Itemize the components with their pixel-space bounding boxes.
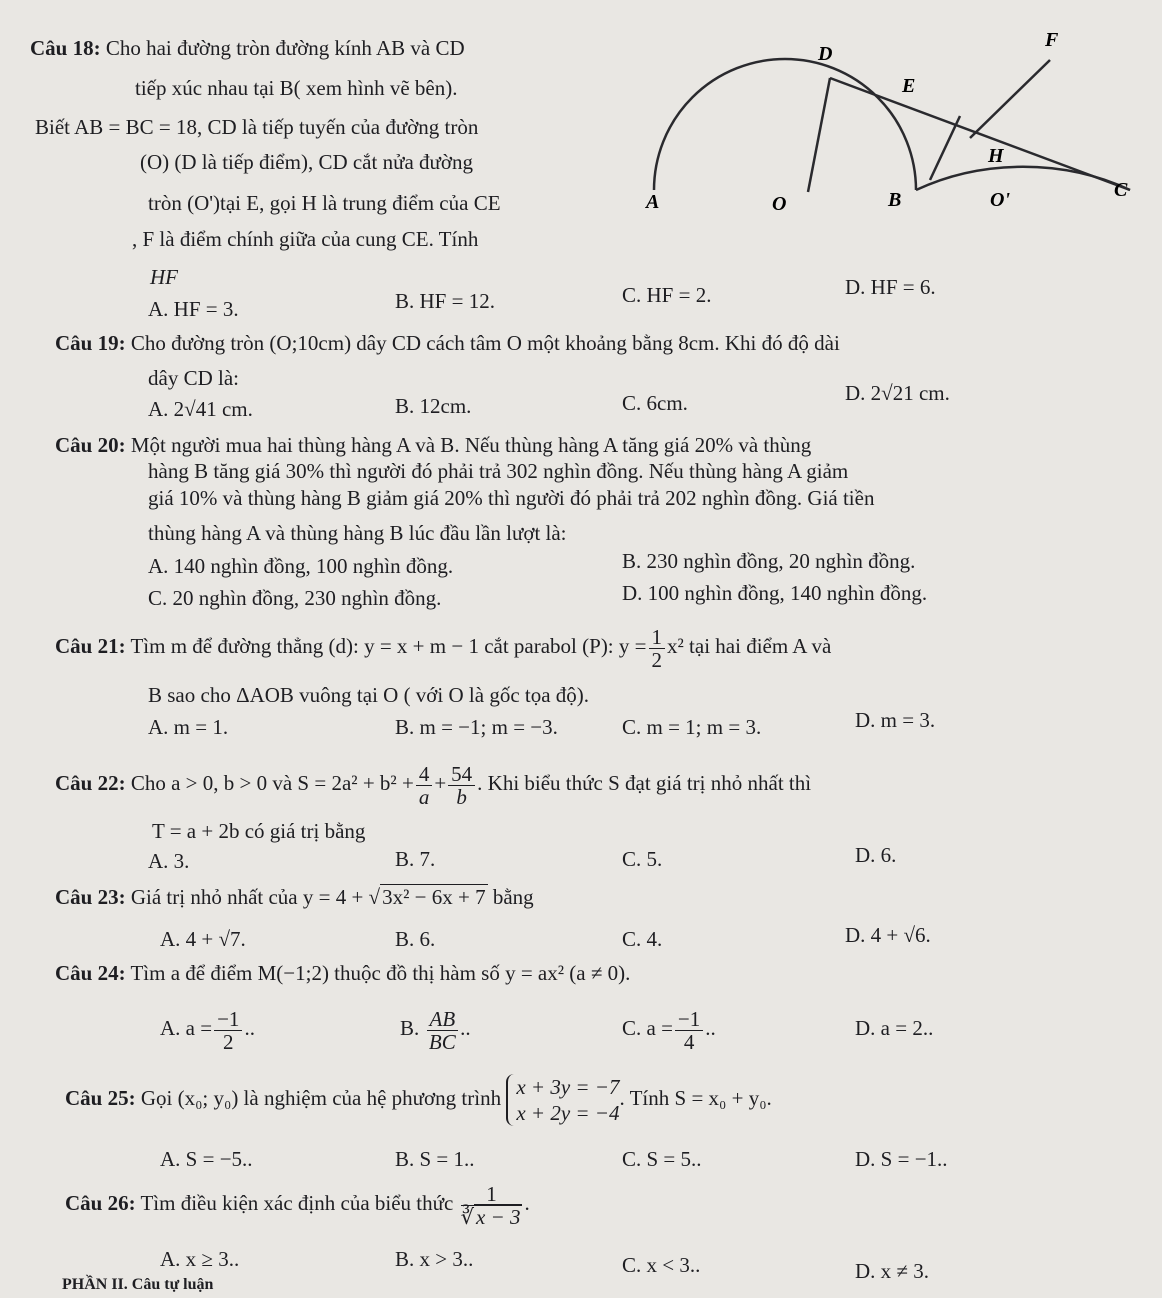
q22-line-2: T = a + 2b có giá trị bằng bbox=[152, 819, 366, 843]
q21-option-a: A. m = 1. bbox=[148, 715, 229, 739]
q26-option-b: B. x > 3.. bbox=[395, 1247, 474, 1271]
q25-option-c: C. S = 5.. bbox=[622, 1147, 702, 1171]
q20-line-4: thùng hàng A và thùng hàng B lúc đầu lần lượt là: bbox=[148, 521, 567, 545]
q26-line: Câu 26: Tìm điều kiện xác định của biểu thức $\frac{1}{∛x - 3}$ . bbox=[65, 1181, 530, 1229]
q18-option-d: D. HF = 6. bbox=[845, 275, 936, 299]
q24-option-b: B. $\frac{AB}{BC}$ .. bbox=[400, 1006, 471, 1054]
q26-label: Câu 26: bbox=[65, 1191, 136, 1215]
q20-option-a: A. 140 nghìn đồng, 100 nghìn đồng. bbox=[148, 554, 454, 578]
q21-option-d: D. m = 3. bbox=[855, 708, 936, 732]
q24-option-c: C. a = $\frac{-1}{4}$ .. bbox=[622, 1006, 716, 1054]
figure-label-o-prime: O' bbox=[990, 189, 1010, 211]
q19-option-a: A. 2√41 cm. bbox=[148, 397, 253, 421]
figure-label-e: E bbox=[902, 75, 916, 97]
figure-label-a: A bbox=[646, 191, 660, 213]
q20-option-c: C. 20 nghìn đồng, 230 nghìn đồng. bbox=[148, 586, 442, 610]
q25-label: Câu 25: bbox=[65, 1086, 136, 1110]
q18-label: Câu 18: bbox=[30, 36, 101, 60]
q21-option-c: C. m = 1; m = 3. bbox=[622, 715, 762, 739]
q26-option-d: D. x ≠ 3. bbox=[855, 1259, 929, 1283]
footer-section-title: PHẦN II. Câu tự luận bbox=[62, 1276, 214, 1293]
q23-option-a: A. 4 + √7. bbox=[160, 927, 246, 951]
q24-option-a: A. a = $\frac{-1}{2}$ .. bbox=[160, 1006, 255, 1054]
q21-option-b: B. m = −1; m = −3. bbox=[395, 715, 558, 739]
q23-option-b: B. 6. bbox=[395, 927, 436, 951]
q18-line-1: Câu 18: Cho hai đường tròn đường kính AB và CD bbox=[30, 36, 465, 60]
q22-option-b: B. 7. bbox=[395, 847, 436, 871]
q20-line-3: giá 10% và thùng hàng B giảm giá 20% thì người đó phải trả 202 nghìn đồng. Giá tiền bbox=[148, 486, 875, 510]
q18-option-b: B. HF = 12. bbox=[395, 289, 495, 313]
q26-fraction: $\frac{1}{∛x - 3}$ bbox=[460, 1181, 521, 1229]
q18-line-5: tròn (O')tại E, gọi H là trung điểm của CE bbox=[148, 191, 501, 215]
q22-fraction-1: $\frac{4}{a}$ bbox=[416, 763, 433, 808]
q22-option-c: C. 5. bbox=[622, 847, 663, 871]
q18-line-3: Biết AB = BC = 18, CD là tiếp tuyến của đường tròn bbox=[35, 115, 479, 139]
q25-line: Câu 25: Gọi (x₀; y₀) là nghiệm của hệ phương trình x + 3y = −7 x + 2y = −4 . Tính S = x₀ + y₀. bbox=[65, 1075, 772, 1126]
q18-line-7: HF bbox=[150, 265, 178, 289]
figure-label-f: F bbox=[1045, 29, 1059, 51]
q18-option-a: A. HF = 3. bbox=[148, 297, 239, 321]
q19-line-2: dây CD là: bbox=[148, 366, 239, 390]
q19-line-1: Câu 19: Cho đường tròn (O;10cm) dây CD cách tâm O một khoảng bằng 8cm. Khi đó độ dài bbox=[55, 331, 840, 355]
q26-option-a: A. x ≥ 3.. bbox=[160, 1247, 240, 1271]
q22-option-d: D. 6. bbox=[855, 843, 897, 867]
q24-option-d: D. a = 2.. bbox=[855, 1016, 934, 1040]
q18-line-2: tiếp xúc nhau tại B( xem hình vẽ bên). bbox=[135, 76, 458, 100]
segment-h bbox=[930, 116, 960, 180]
q19-option-b: B. 12cm. bbox=[395, 394, 472, 418]
q23-radicand: 3x² − 6x + 7 bbox=[382, 885, 486, 909]
q19-label: Câu 19: bbox=[55, 331, 126, 355]
q20-option-d: D. 100 nghìn đồng, 140 nghìn đồng. bbox=[622, 581, 928, 605]
q22-option-a: A. 3. bbox=[148, 849, 190, 873]
segment-od bbox=[808, 78, 830, 192]
q25-option-b: B. S = 1.. bbox=[395, 1147, 475, 1171]
tangent-line-cd bbox=[830, 78, 1130, 190]
q23-option-d: D. 4 + √6. bbox=[845, 923, 931, 947]
q23-option-c: C. 4. bbox=[622, 927, 663, 951]
semicircle-o bbox=[654, 59, 916, 190]
q25-option-a: A. S = −5.. bbox=[160, 1147, 253, 1171]
q24-label: Câu 24: bbox=[55, 961, 126, 985]
q25-equation-system: x + 3y = −7 x + 2y = −4 bbox=[506, 1074, 619, 1126]
q26-option-c: C. x < 3.. bbox=[622, 1253, 701, 1277]
figure-label-o: O bbox=[772, 193, 787, 215]
q18-option-c: C. HF = 2. bbox=[622, 283, 712, 307]
q20-line-2: hàng B tăng giá 30% thì người đó phải trả 302 nghìn đồng. Nếu thùng hàng A giảm bbox=[148, 459, 849, 483]
q19-option-c: C. 6cm. bbox=[622, 391, 688, 415]
q20-label: Câu 20: bbox=[55, 433, 126, 457]
q22-line-1: Câu 22: Cho a > 0, b > 0 và S = 2a² + b² + $\frac{4}{a}$ + $\frac{54}{b}$ . Khi biểu thức S đạt giá trị nhỏ nhất thì bbox=[55, 761, 812, 809]
q22-label: Câu 22: bbox=[55, 771, 126, 795]
q24-line: Câu 24: Tìm a để điểm M(−1;2) thuộc đồ thị hàm số y = ax² (a ≠ 0). bbox=[55, 961, 631, 985]
figure-label-c: C bbox=[1114, 179, 1128, 201]
q22-fraction-2: $\frac{54}{b}$ bbox=[448, 763, 475, 808]
q18-line-4: (O) (D là tiếp điểm), CD cắt nửa đường bbox=[140, 150, 474, 174]
figure-label-h: H bbox=[988, 145, 1004, 167]
q20-line-1: Câu 20: Một người mua hai thùng hàng A và B. Nếu thùng hàng A tăng giá 20% và thùng bbox=[55, 433, 812, 457]
q21-fraction: $\frac{1}{2}$ bbox=[649, 626, 666, 671]
q23-line: Câu 23: Giá trị nhỏ nhất của y = 4 + √3x² − 6x + 7 bằng bbox=[55, 885, 534, 909]
q20-option-b: B. 230 nghìn đồng, 20 nghìn đồng. bbox=[622, 549, 916, 573]
q18-line-6: , F là điểm chính giữa của cung CE. Tính bbox=[132, 227, 479, 251]
q18-geometry-figure bbox=[630, 20, 1155, 220]
q21-label: Câu 21: bbox=[55, 634, 126, 658]
q21-line-1: Câu 21: Tìm m để đường thẳng (d): y = x + m − 1 cắt parabol (P): y = $\frac{1}{2}$ x² tại hai điểm A và bbox=[55, 624, 832, 672]
figure-label-d: D bbox=[818, 43, 833, 65]
figure-label-b: B bbox=[888, 189, 902, 211]
q23-label: Câu 23: bbox=[55, 885, 126, 909]
q19-option-d: D. 2√21 cm. bbox=[845, 381, 950, 405]
q21-line-2: B sao cho ΔAOB vuông tại O ( với O là gốc tọa độ). bbox=[148, 683, 590, 707]
segment-ef bbox=[970, 60, 1050, 138]
q25-option-d: D. S = −1.. bbox=[855, 1147, 948, 1171]
